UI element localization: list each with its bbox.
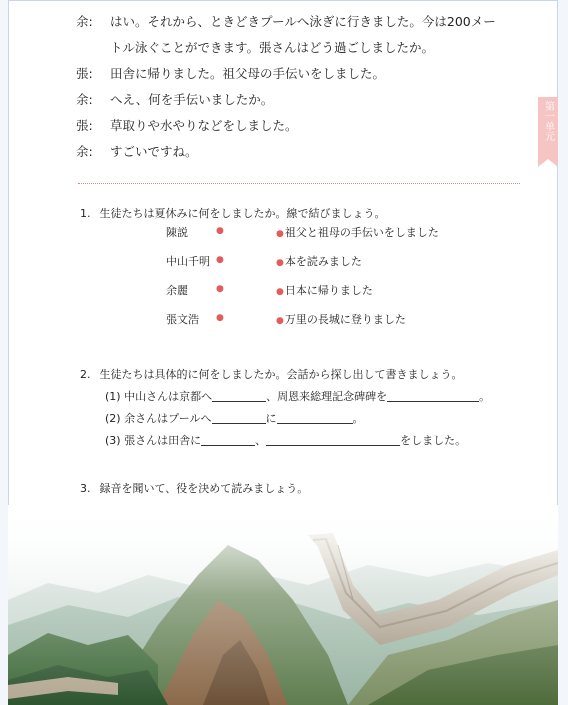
item-text: (3) 張さんは田舎に (105, 434, 202, 447)
student-name: 余麗 (166, 284, 188, 297)
student-name: 張文浩 (166, 313, 199, 326)
dialogue-line (76, 38, 546, 64)
answer-text: 日本に帰りました (284, 284, 373, 297)
section-divider (78, 183, 520, 184)
answer-text: 祖父と祖母の手伝いをしました (284, 226, 439, 239)
match-row (166, 224, 466, 253)
answer-blank[interactable] (387, 390, 479, 402)
fill-item-3 (105, 432, 466, 448)
match-dot-right[interactable]: ● (276, 258, 284, 268)
match-row (166, 253, 466, 282)
utterance: はい。それから、ときどきプールへ泳ぎに行きました。今は200メー (110, 14, 496, 29)
match-dot-left[interactable]: ● (216, 284, 224, 294)
dialogue-line (76, 90, 546, 116)
question-text: 生徒たちは具体的に何をしましたか。会話から探し出して書きましょう。 (99, 368, 463, 381)
match-dot-left[interactable]: ● (216, 313, 224, 323)
speaker: 張: (76, 66, 93, 81)
speaker: 余: (76, 144, 93, 159)
item-text: に (265, 412, 277, 425)
dialogue-line (76, 64, 546, 90)
dialogue (76, 12, 546, 168)
utterance: へえ、何を手伝いましたか。 (110, 92, 274, 107)
student-name: 陳説 (166, 226, 188, 239)
item-text: 、周恩来総理記念碑碑を (266, 390, 388, 403)
question-2 (80, 366, 463, 382)
item-text: 。 (479, 390, 491, 403)
item-text: 。 (352, 412, 364, 425)
question-3 (80, 480, 308, 496)
fill-item-1 (105, 388, 490, 404)
question-text: 生徒たちは夏休みに何をしましたか。線で結びましょう。 (99, 207, 386, 220)
great-wall-photo (8, 505, 558, 705)
dialogue-line (76, 142, 546, 168)
speaker: 余: (76, 14, 93, 29)
match-answer (276, 253, 362, 269)
answer-blank[interactable] (277, 412, 353, 424)
match-dot-left[interactable]: ● (216, 255, 224, 265)
item-text: 、 (255, 434, 267, 447)
answer-blank[interactable] (266, 434, 400, 446)
match-answer (276, 282, 373, 298)
utterance: 田舎に帰りました。祖父母の手伝いをしました。 (110, 66, 386, 81)
match-answer (276, 224, 439, 240)
match-dot-right[interactable]: ● (276, 316, 284, 326)
textbook-page (8, 0, 558, 705)
dialogue-line (76, 12, 546, 38)
question-number: 3. (80, 482, 91, 495)
match-dot-left[interactable]: ● (216, 226, 224, 236)
answer-text: 本を読みました (284, 255, 362, 268)
dialogue-line (76, 116, 546, 142)
item-text: をしました。 (400, 434, 467, 447)
unit-side-tab[interactable] (538, 97, 558, 159)
question-number: 2. (80, 368, 91, 381)
match-row (166, 282, 466, 311)
question-number: 1. (80, 207, 91, 220)
speaker: 余: (76, 92, 93, 107)
question-1 (80, 205, 386, 221)
item-text: (2) 余さんはプールへ (105, 412, 212, 425)
speaker: 張: (76, 118, 93, 133)
matching-exercise (166, 224, 466, 340)
match-dot-right[interactable]: ● (276, 229, 284, 239)
match-row (166, 311, 466, 340)
unit-tab-label: 第一单元 (542, 101, 554, 141)
answer-blank[interactable] (212, 390, 266, 402)
item-text: (1) 中山さんは京都へ (105, 390, 213, 403)
utterance-continued: トル泳ぐことができます。張さんはどう過ごしましたか。 (110, 40, 435, 55)
answer-blank[interactable] (201, 434, 255, 446)
utterance: すごいですね。 (110, 144, 198, 159)
utterance: 草取りや水やりなどをしました。 (110, 118, 298, 133)
fill-item-2 (105, 410, 364, 426)
question-text: 録音を聞いて、役を決めて読みましょう。 (99, 482, 309, 495)
match-dot-right[interactable]: ● (276, 287, 284, 297)
student-name: 中山千明 (166, 255, 210, 268)
answer-text: 万里の長城に登りました (284, 313, 406, 326)
answer-blank[interactable] (212, 412, 266, 424)
match-answer (276, 311, 406, 327)
